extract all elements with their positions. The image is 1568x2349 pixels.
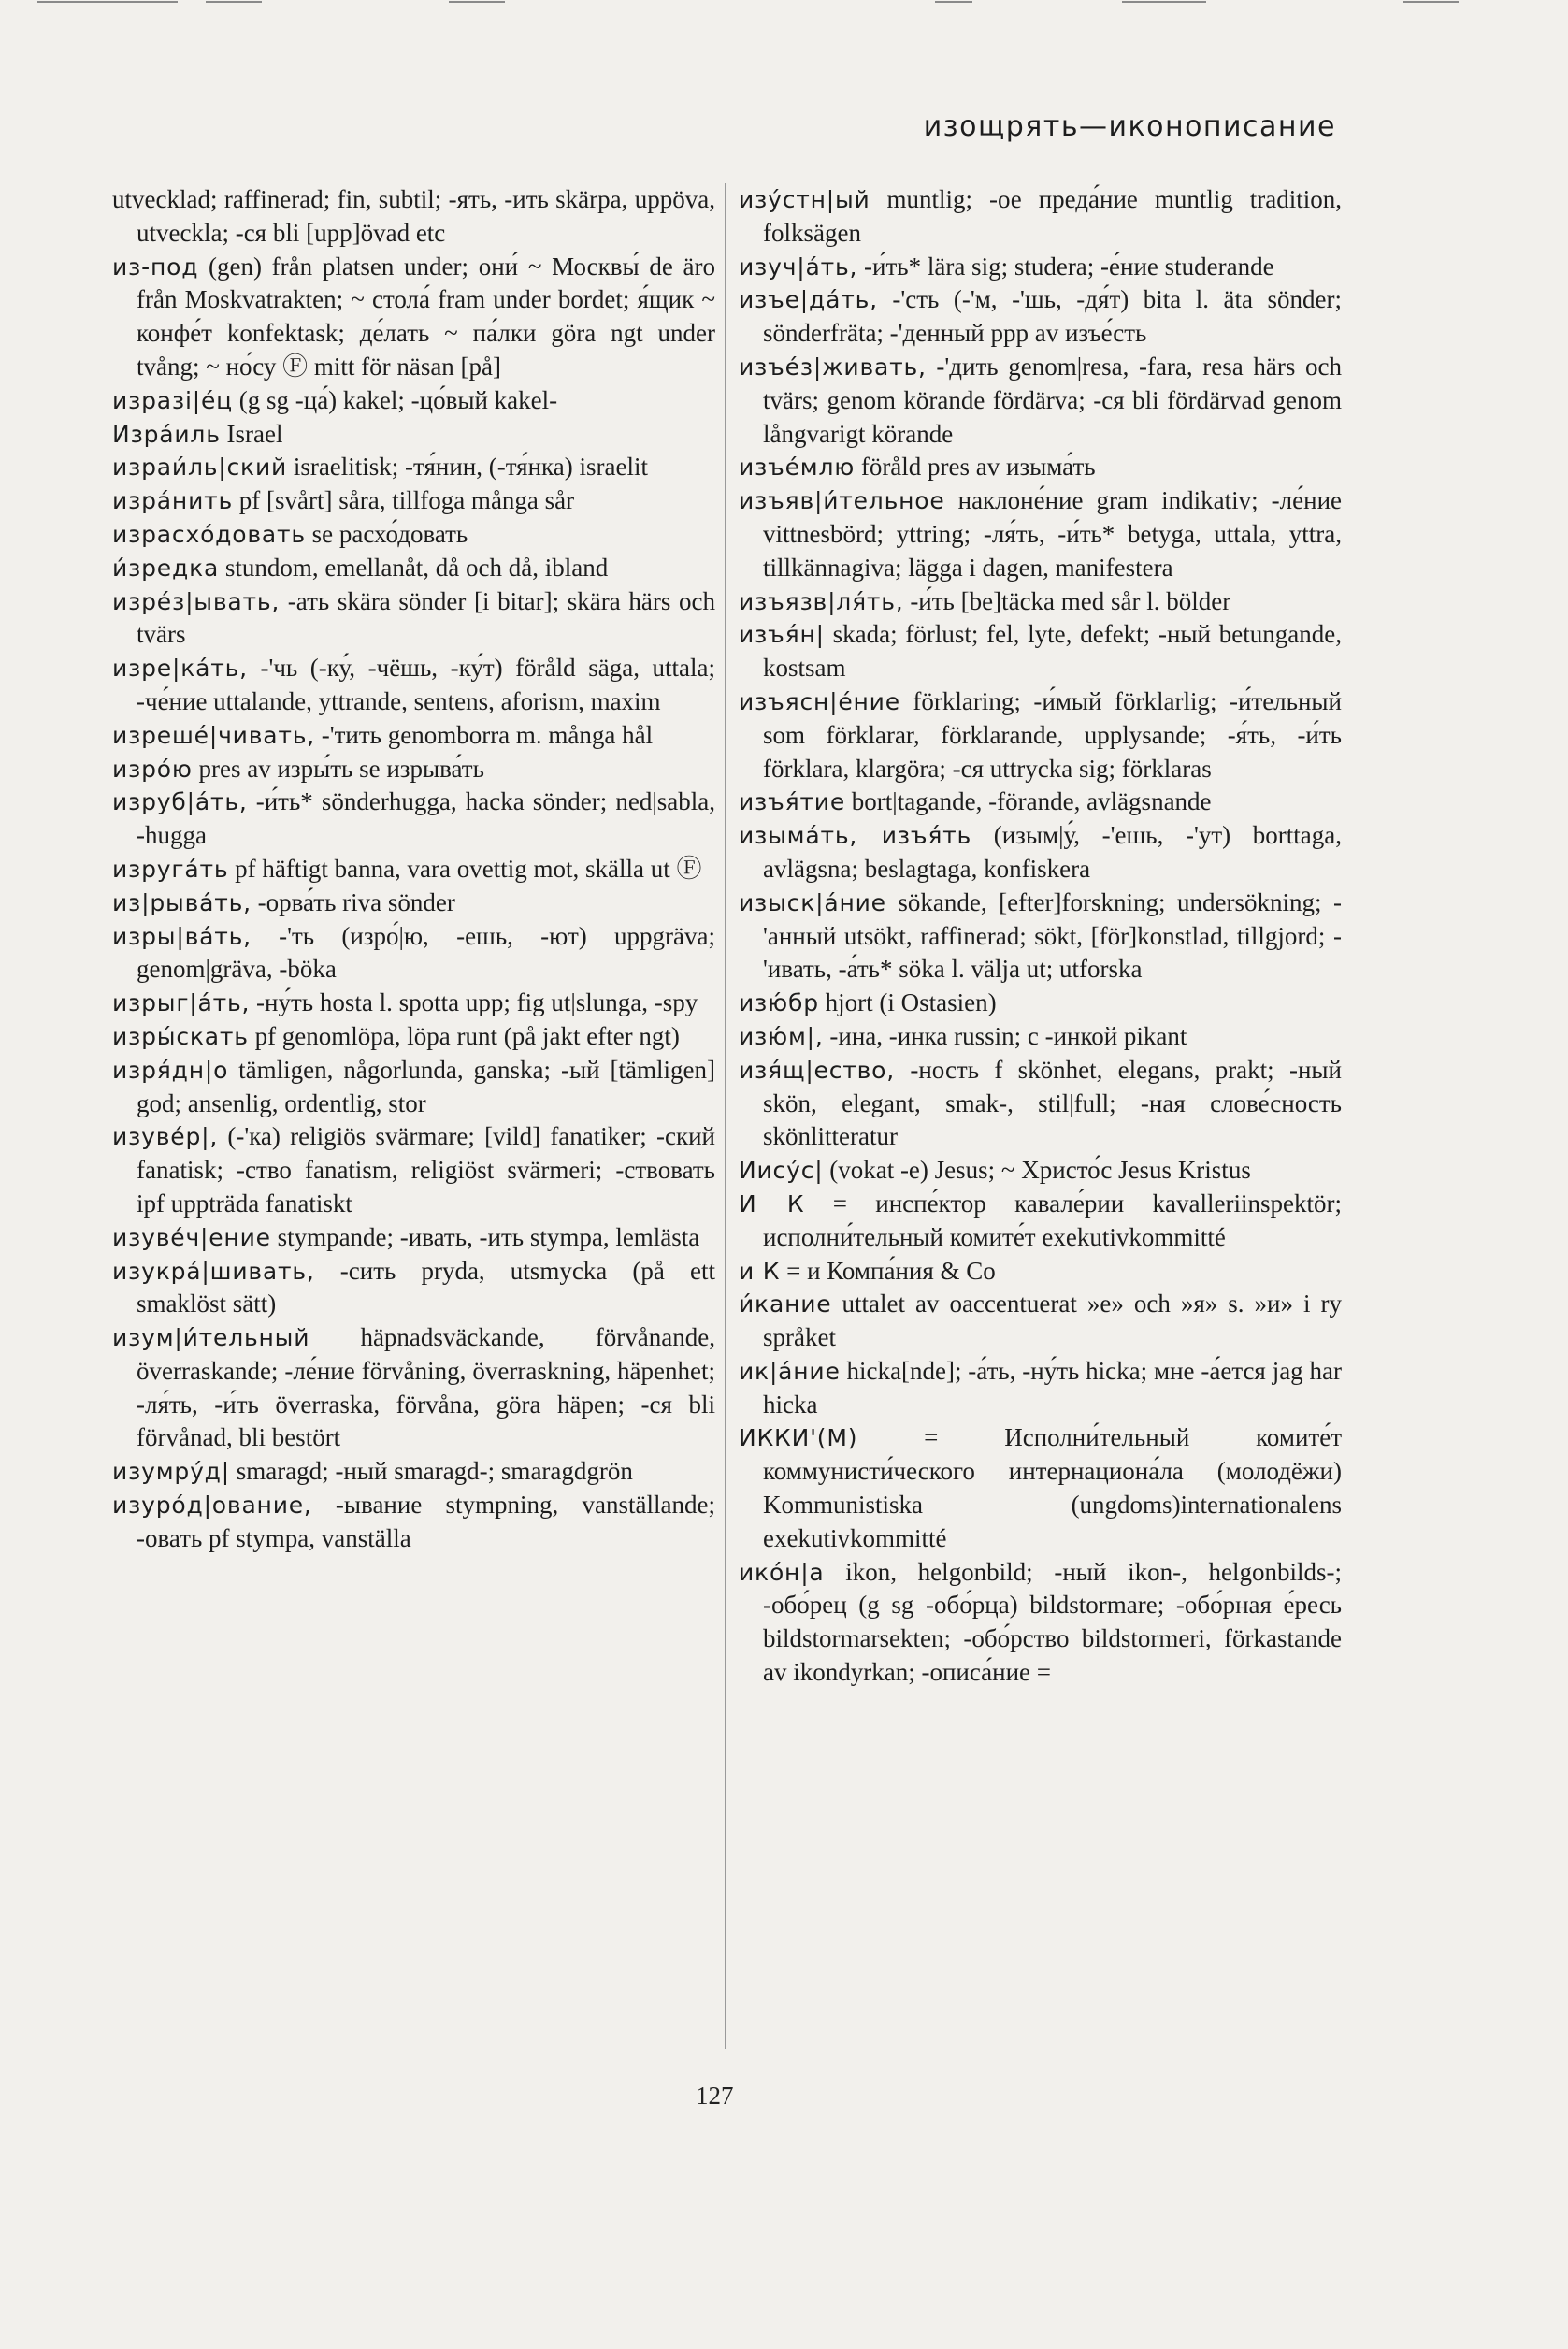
- dictionary-entry: [112, 753, 715, 786]
- dictionary-entry: [112, 1221, 715, 1255]
- entry-headword: изры|ва́ть,: [112, 922, 252, 950]
- entry-headword: изразі|е́ц: [112, 386, 233, 414]
- entry-definition: hjort (i Ostasien): [825, 988, 997, 1017]
- entry-headword: израи́ль|ский: [112, 454, 288, 482]
- left-column: [112, 183, 715, 1556]
- entry-definition: uttalet av oaccentuerat »е» och »я» s. »и» i ry språket: [763, 1290, 1342, 1352]
- entry-definition: hicka[nde]; -а́ть, -ну́ть hicka; мне -а́ется jag har hicka: [763, 1356, 1342, 1419]
- entry-headword: израсхо́довать: [112, 520, 306, 548]
- entry-definition: наклоне́ние gram indikativ; -ле́ние vittnesbörd; yttring; -ля́ть, -и́ть* betyga, uttala, yttra, tillkännagiva; lägga i dagen, manifestera: [763, 486, 1343, 582]
- entry-definition: -ну́ть hosta l. spotta upp; fig ut|slunga, -spy: [256, 988, 698, 1017]
- entry-headword: и́зредка: [112, 554, 220, 582]
- dictionary-entry: [112, 1120, 715, 1220]
- dictionary-entry: [739, 484, 1342, 584]
- entry-definition: utvecklad; raffinerad; fin, subtil; -ять, -ить skärpa, uppöva, utveckla; -ся bli [upp]övad etc: [112, 185, 715, 247]
- dictionary-entry: [739, 987, 1342, 1020]
- dictionary-entry: [739, 585, 1342, 619]
- dictionary-entry: [112, 552, 715, 585]
- entry-definition: smaragd; -ный smaragd-; smaragdgrön: [236, 1457, 633, 1486]
- entry-headword: изре́з|ывать,: [112, 587, 281, 615]
- entry-definition: muntlig; -ое преда́ние muntlig tradition, folksägen: [763, 185, 1343, 247]
- dictionary-entry: [112, 1020, 715, 1054]
- entry-definition: pf häftigt banna, vara ovettig mot, skälla ut Ⓕ: [235, 854, 702, 883]
- entry-headword: Иису́с|: [739, 1157, 824, 1185]
- entry-definition: -и́ть [be]täcka med sår l. bölder: [910, 586, 1231, 615]
- dictionary-entry: [739, 451, 1342, 484]
- entry-definition: -сить pryda, utsmycka (på ett smaklöst sätt): [137, 1256, 715, 1319]
- entry-definition: bort|tagande, -förande, avlägsnande: [851, 787, 1212, 816]
- entry-definition: (изым|у́, -'ешь, -'ут) borttaga, avlägsna; beslagtaga, konfiskera: [763, 821, 1342, 883]
- entry-headword: изуве́р|,: [112, 1123, 219, 1151]
- dictionary-entry: [112, 1255, 715, 1322]
- entry-definition: -ывание stympning, vanställande; -овать pf stympa, vanställa: [137, 1491, 715, 1552]
- column-divider: [725, 183, 726, 2049]
- running-head: изощрять—иконописание: [923, 110, 1336, 143]
- entry-definition: -и́ть* lära sig; studera; -е́ние studerande: [864, 252, 1274, 281]
- entry-definition: (vokat -е) Jesus; ~ Христо́с Jesus Kristus: [829, 1156, 1251, 1185]
- entry-headword: изъе́з|живать,: [739, 353, 927, 381]
- entry-definition: = и Компа́ния & Co: [786, 1256, 996, 1285]
- dictionary-entry: [739, 1556, 1342, 1690]
- dictionary-entry: [739, 886, 1342, 987]
- entry-headword: изреше́|чивать,: [112, 721, 315, 749]
- dictionary-entry: [112, 886, 715, 920]
- dictionary-entry: [739, 819, 1342, 886]
- dictionary-entry: [112, 1455, 715, 1489]
- entry-definition: -'сть (-'м, -'шь, -дя́т) bita l. äta sönder; sönderfräta; -'денный ppp av изъе́сть: [763, 285, 1343, 348]
- entry-definition: stympande; -ивать, -ить stympa, lemlästa: [277, 1222, 700, 1251]
- dictionary-entry: [739, 1054, 1342, 1154]
- entry-definition: israelitisk; -тя́нин, (-тя́нка) israelit: [293, 453, 648, 482]
- dictionary-entry: [112, 785, 715, 853]
- entry-definition: se расхо́довать: [311, 519, 468, 548]
- entry-definition: sökande, [efter]forskning; undersökning; -'анный utsökt, raffinerad; sökt, [för]konstlad, tillgjord; -'ивать, -а́ть* söka l. välja ut; utforska: [763, 887, 1342, 984]
- dictionary-entry: [112, 183, 715, 251]
- dictionary-entry: [112, 987, 715, 1020]
- entry-headword: и́кание: [739, 1290, 832, 1319]
- entry-headword: изукра́|шивать,: [112, 1257, 315, 1285]
- entry-definition: (-'ка) religiös svärmare; [vild] fanatiker; -ский fanatisk; -ство fanatism, religiöst svärmeri; -ствовать ipf uppträda fanatiskt: [137, 1122, 715, 1218]
- entry-headword: из|рыва́ть,: [112, 888, 252, 916]
- dictionary-entry: [739, 183, 1342, 251]
- entry-headword: изыск|а́ние: [739, 888, 886, 916]
- entry-headword: из-под: [112, 252, 199, 281]
- entry-headword: изя́щ|ество,: [739, 1056, 896, 1084]
- entry-headword: изу́стн|ый: [739, 186, 870, 213]
- entry-definition: ikon, helgonbild; -ный ikon-, helgonbilds-; -обо́рец (g sg -обо́рца) bildstormare; -обо́рная е́ресь bildstormarsekten; -обо́рство bildstormeri, förkastande av ikondyrkan; -описа́ние =: [763, 1557, 1342, 1687]
- entry-definition: = инспе́ктор кавале́рии kavalleriinspektör; исполни́тельный комите́т exekutivkommitté: [763, 1189, 1342, 1251]
- entry-definition: -орва́ть riva sönder: [257, 887, 455, 916]
- entry-headword: ИККИ'(М): [739, 1424, 858, 1452]
- dictionary-entry: [739, 685, 1342, 785]
- dictionary-entry: [739, 1288, 1342, 1355]
- entry-definition: -ать skära sönder [i bitar]; skära härs och tvärs: [137, 586, 716, 649]
- dictionary-entry: [112, 1321, 715, 1455]
- dictionary-entry: [739, 1188, 1342, 1255]
- entry-definition: häpnadsväckande, förvånande, överraskande; -ле́ние förvåning, överraskning, häpenhet; -ля́ть, -и́ть överraska, förvåna, göra häpen; -ся bli förvånad, bli bestört: [137, 1323, 715, 1452]
- top-edge-rule: [0, 0, 1568, 4]
- entry-headword: изъязв|ля́ть,: [739, 587, 904, 615]
- entry-headword: изуч|а́ть,: [739, 252, 858, 281]
- entry-headword: изры́скать: [112, 1022, 249, 1050]
- entry-headword: изуве́ч|ение: [112, 1223, 271, 1251]
- entry-headword: изъя́н|: [739, 621, 825, 649]
- dictionary-entry: [112, 853, 715, 886]
- entry-definition: skada; förlust; fel, lyte, defekt; -ный betungande, kostsam: [763, 620, 1342, 683]
- entry-headword: изыма́ть, изъя́ть: [739, 822, 972, 850]
- entry-definition: -'дить genom|resa, -fara, resa härs och tvärs; genom körande fördärva; -ся bli fördärvad genom långvarigt körande: [763, 352, 1342, 448]
- dictionary-entry: [739, 1421, 1342, 1555]
- entry-headword: ико́н|а: [739, 1558, 825, 1586]
- right-column: [739, 183, 1342, 1690]
- dictionary-entry: [739, 1020, 1342, 1054]
- dictionary-entry: [112, 451, 715, 484]
- dictionary-entry: [112, 719, 715, 753]
- entry-headword: изум|и́тельный: [112, 1324, 310, 1352]
- dictionary-entry: [739, 283, 1342, 351]
- dictionary-entry: [739, 1154, 1342, 1188]
- entry-headword: изумру́д|: [112, 1458, 230, 1486]
- entry-definition: -'тить genomborra m. många hål: [321, 720, 654, 749]
- dictionary-entry: [112, 585, 715, 653]
- entry-headword: изро́ю: [112, 755, 193, 783]
- dictionary-entry: [112, 418, 715, 452]
- entry-definition: -'ть (изро́|ю, -ешь, -ют) uppgräva; genom|gräva, -böka: [137, 921, 715, 984]
- dictionary-entry: [112, 384, 715, 418]
- entry-headword: изъе|да́ть,: [739, 286, 878, 314]
- entry-definition: (gen) från platsen under; oни́ ~ Москвы́ de äro från Moskvatrakten; ~ стола́ fram under bordet; я́щик ~ конфе́т konfektask; де́лать ~ па́лки göra ngt under tvång; ~ но́су Ⓕ mitt för näsan [på]: [137, 252, 716, 381]
- entry-headword: изрыг|а́ть,: [112, 989, 251, 1017]
- page-number: 127: [696, 2082, 734, 2110]
- entry-definition: Israel: [226, 419, 283, 448]
- entry-headword: и К: [739, 1257, 781, 1285]
- entry-headword: изра́нить: [112, 487, 234, 515]
- entry-definition: -'чь (-ку́, -чёшь, -ку́т) föråld säga, uttala; -че́ние uttalande, yttrande, sentens, aforism, maxim: [137, 654, 716, 715]
- dictionary-entry: [739, 785, 1342, 819]
- dictionary-entry: [112, 1489, 715, 1556]
- dictionary-entry: [739, 351, 1342, 451]
- dictionary-entry: [739, 251, 1342, 284]
- entry-headword: изъя́тие: [739, 788, 846, 816]
- entry-headword: Изра́иль: [112, 420, 221, 448]
- entry-definition: tämligen, någorlunda, ganska; -ый [tämligen] god; ansenlig, ordentlig, stor: [137, 1055, 715, 1117]
- entry-headword: ик|а́ние: [739, 1357, 841, 1385]
- entry-headword: изю́м|,: [739, 1022, 824, 1050]
- entry-definition: pres av изры́ть se изрыва́ть: [198, 754, 484, 783]
- entry-definition: föråld pres av изыма́ть: [860, 453, 1096, 482]
- dictionary-entry: [739, 1355, 1342, 1422]
- entry-headword: изруга́ть: [112, 855, 229, 883]
- entry-definition: stundom, emellanåt, då och då, ibland: [224, 553, 609, 582]
- entry-definition: pf [svårt] såra, tillfoga många sår: [238, 486, 575, 515]
- entry-headword: изъясн|е́ние: [739, 687, 900, 715]
- entry-definition: (g sg -ца́) kakel; -цо́вый kakel-: [238, 385, 558, 414]
- entry-definition: -ина, -инка russin; с -инкой pikant: [829, 1021, 1187, 1050]
- dictionary-entry: [112, 484, 715, 518]
- entry-definition: pf genomlöpa, löpa runt (på jakt efter ngt): [254, 1021, 680, 1050]
- entry-definition: förklaring; -и́мый förklarlig; -и́тельный som förklarar, förklarande, upplysande; -я́ть, -и́ть förklara, klargöra; -ся uttrycka sig; förklaras: [763, 686, 1343, 783]
- entry-headword: изря́дн|о: [112, 1056, 229, 1084]
- entry-headword: изю́бр: [739, 989, 819, 1017]
- dictionary-entry: [112, 920, 715, 987]
- entry-definition: -ность f skönhet, elegans, prakt; -ный skön, elegant, smak-, stil|full; -ная слове́сность skönlitteratur: [763, 1055, 1343, 1151]
- dictionary-entry: [739, 618, 1342, 685]
- entry-headword: изуро́д|ование,: [112, 1492, 312, 1520]
- entry-headword: изруб|а́ть,: [112, 788, 248, 816]
- dictionary-entry: [112, 251, 715, 384]
- entry-headword: изъе́млю: [739, 454, 856, 482]
- entry-definition: -и́ть* sönderhugga, hacka sönder; ned|sabla, -hugga: [137, 787, 716, 850]
- entry-headword: изъяв|и́тельное: [739, 487, 945, 515]
- dictionary-entry: [112, 1054, 715, 1121]
- dictionary-entry: [739, 1255, 1342, 1289]
- dictionary-entry: [112, 518, 715, 552]
- entry-definition: = Исполни́тельный комите́т коммунисти́ческого интернациона́ла (молодёжи) Kommunistiska (ungdoms)internationalens exekutivkommitté: [763, 1423, 1342, 1552]
- dictionary-entry: [112, 652, 715, 719]
- entry-headword: изре|ка́ть,: [112, 655, 248, 683]
- entry-headword: И К: [739, 1189, 805, 1218]
